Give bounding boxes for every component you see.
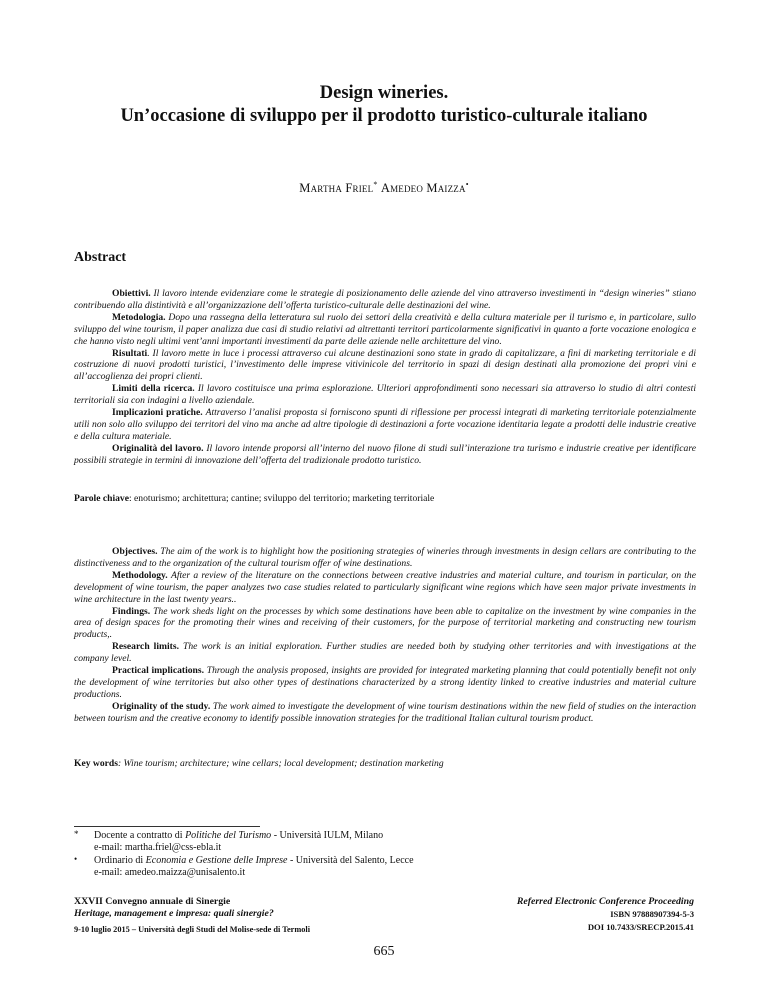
footer-proceeding — [517, 896, 694, 933]
abstract-paragraph: Metodologia. Dopo una rassegna della letteratura sul ruolo dei settori della creatività e della cultura materiale per il turismo e, in particolare, sullo sviluppo del wine tourism, il paper analizza due casi di studio relativi ad altrettanti territori particolarmente significativi in quanto a forte vocazione enologica e che hanno visto negli ultimi vent’anni importanti investimenti da parte delle aziende nelle architetture del vino. — [74, 311, 696, 347]
footnote-mark: * — [74, 829, 79, 839]
abstract-paragraph: Originality of the study. The work aimed to investigate the development of wine tourism destinations within the new field of studies on the interaction between tourism and the creative economy to identify possible innovation strategies for the traditional Italian cultural tourism product. — [74, 700, 696, 724]
paper-title — [60, 82, 708, 128]
conference-subtitle: Heritage, management e impresa: quali sinergie? — [74, 908, 274, 920]
page-number: 665 — [373, 944, 395, 959]
author-name: Martha Friel — [299, 181, 374, 196]
title-line-2: Un’occasione di sviluppo per il prodotto turistico-culturale italiano — [120, 106, 648, 126]
abstract-heading: Abstract — [74, 250, 127, 265]
footnote: * Docente a contratto di Politiche del Turismo - Università IULM, Milano e-mail: martha.friel@css-ebla.it — [74, 830, 674, 855]
abstract-paragraph: Risultati. Il lavoro mette in luce i processi attraverso cui alcune destinazioni sono state in grado di capitalizzare, a fini di marketing territoriale e di costruzione di nuovi prodotti turistici, l’investimento delle imprese vitivinicole del territorio in spazi di design destinati alla promozione dei propri vini e all’accoglienza dei propri clienti. — [74, 347, 696, 383]
abstract-paragraph: Practical implications. Through the analysis proposed, insights are provided for integrated marketing planning that could potentially benefit not only the development of wine territories but also other types of destinations characterized by a strong identity linked to creative industries and material culture productions. — [74, 665, 696, 700]
author-mark: • — [465, 180, 469, 189]
author-name: Amedeo Maizza — [380, 181, 466, 196]
abstract-paragraph: Implicazioni pratiche. Attraverso l’analisi proposta si forniscono spunti di riflessione per processi integrati di marketing territoriale potenzialmente utili non solo allo sviluppo dei territori del vino ma anche ad altre tipologie di destinazioni a forte vocazione identitaria legate a prodotti delle industrie creative e della cultura materiale. — [74, 407, 696, 442]
footnote-divider — [74, 826, 260, 827]
abstract-english — [74, 546, 696, 725]
footnotes — [74, 830, 674, 880]
abstract-paragraph: Findings. The work sheds light on the processes by which some destinations have been able to capitalize on the investment by wine companies in the area of design spaces for the promoting their wines and receiving of their customers, for the purpose of territorial marketing and constructing new tourism products,. — [74, 605, 697, 641]
author-list — [60, 180, 708, 196]
abstract-paragraph: Objectives. The aim of the work is to highlight how the positioning strategies of wineries through investments in design cellars are contributing to the distinctiveness and to the organization of the cultural tourism offer of wine destinations. — [74, 546, 696, 569]
keywords-english: Key words: Wine tourism; architecture; wine cellars; local development; destination marketing — [74, 758, 444, 769]
footnote-email: e-mail: martha.friel@css-ebla.it — [94, 842, 222, 854]
footnote-email: e-mail: amedeo.maizza@unisalento.it — [94, 867, 246, 879]
footnote: • Ordinario di Economia e Gestione delle Imprese - Università del Salento, Lecce e-mail: amedeo.maizza@unisalento.it — [74, 855, 674, 880]
abstract-italian — [74, 288, 696, 467]
doi: DOI 10.7433/SRECP.2015.41 — [587, 921, 694, 932]
author-mark: * — [373, 180, 378, 189]
conference-date: 9-10 luglio 2015 – Università degli Studi del Molise-sede di Termoli — [74, 924, 311, 934]
abstract-paragraph: Originalità del lavoro. Il lavoro intende proporsi all’interno del nuovo filone di studi sull’interazione tra turismo e industrie creative per identificare possibili strategie in termini di innovazione dell’offerta del tradizionale prodotto turistico. — [74, 442, 696, 466]
abstract-paragraph: Research limits. The work is an initial exploration. Further studies are needed both by studying other territories and with investigations at the company level. — [74, 641, 696, 665]
title-line-1: Design wineries. — [319, 83, 449, 103]
footer-conference — [74, 896, 310, 936]
abstract-paragraph: Obiettivi. Il lavoro intende evidenziare come le strategie di posizionamento delle aziende del vino attraverso investimenti in “design wineries” stiano contribuendo alla distintività e all’organizzazione dell’offerta turistico-culturale delle destinazioni del wine. — [74, 288, 696, 311]
abstract-paragraph: Methodology. After a review of the literature on the connections between creative industries and material culture, and tourism in particular, on the development of wine tourism, the paper analyzes two case studies related to particularly significant wine regions which have seen major private investments in wine architecture in the last twenty years.. — [74, 569, 696, 605]
isbn: ISBN 97888907394-5-3 — [610, 909, 694, 920]
abstract-paragraph: Limiti della ricerca. Il lavoro costituisce una prima esplorazione. Ulteriori approfondimenti sono necessari sia attraverso lo studio di altri contesti territoriali sia con indagini a livello aziendale. — [74, 383, 696, 407]
footnote-mark: • — [74, 853, 78, 864]
conference-name: XXVII Convegno annuale di Sinergie — [74, 896, 231, 907]
keywords-italian: Parole chiave: enoturismo; architettura; cantine; sviluppo del territorio; marketing territoriale — [74, 493, 435, 504]
proceeding-label: Referred Electronic Conference Proceeding — [516, 896, 694, 907]
